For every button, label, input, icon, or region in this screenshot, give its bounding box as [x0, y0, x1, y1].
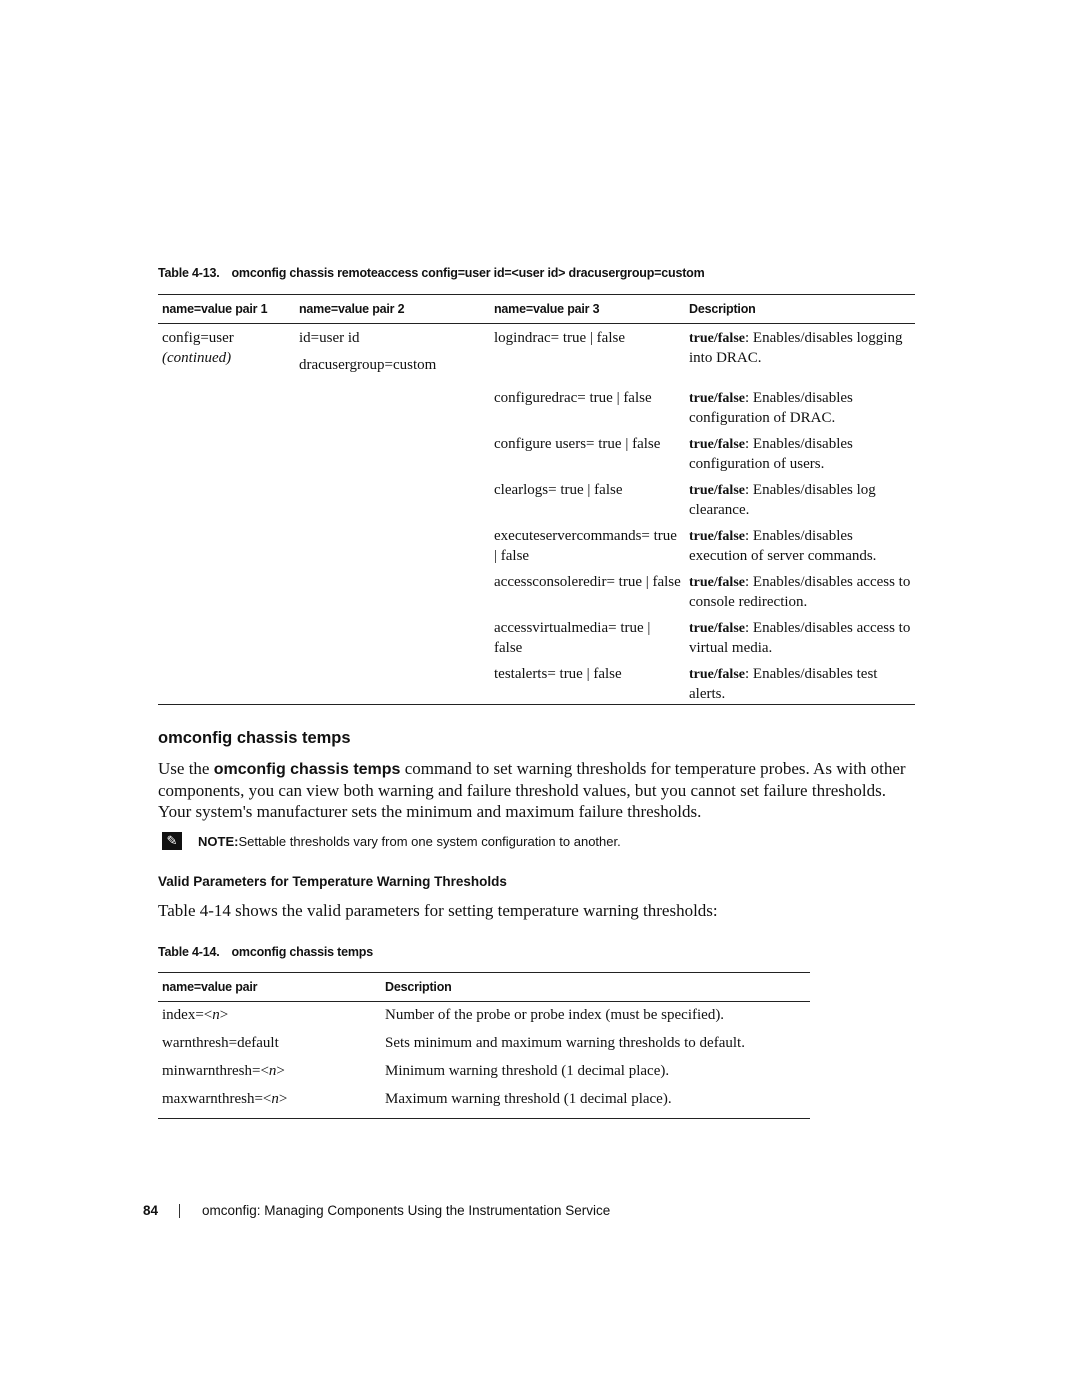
cell	[295, 527, 490, 573]
cell	[158, 527, 295, 573]
footer-text: omconfig: Managing Components Using the Instrumentation Service	[202, 1203, 611, 1218]
column-header: Description	[689, 302, 756, 316]
cell: true/false: Enables/disables access to console redirection.	[689, 574, 911, 610]
cell: logindrac= true | false	[494, 330, 625, 346]
section-heading: omconfig chassis temps	[158, 729, 351, 747]
cell: testalerts= true | false	[494, 666, 622, 682]
table-row	[158, 1090, 810, 1119]
table-13	[158, 294, 915, 705]
table-title: omconfig chassis remoteaccess config=user id=<user id> dracusergroup=custom	[231, 266, 705, 280]
cell	[295, 481, 490, 527]
cell: index=<n>	[162, 1007, 229, 1023]
cell	[158, 665, 295, 705]
cell: true/false: Enables/disables access to virtual media.	[689, 620, 911, 656]
cell	[158, 481, 295, 527]
cell	[295, 665, 490, 705]
cell: configure users= true | false	[494, 436, 661, 452]
table-row	[158, 573, 915, 619]
table-label: Table 4-13.	[158, 266, 220, 280]
divider	[179, 1204, 180, 1218]
cell: true/false: Enables/disables execution of server commands.	[689, 528, 877, 564]
pencil-note-icon: ✎	[162, 832, 182, 850]
table-row	[158, 435, 915, 481]
cell: Maximum warning threshold (1 decimal place).	[385, 1091, 672, 1107]
table-row	[158, 324, 915, 390]
cell	[295, 573, 490, 619]
cell: warnthresh=default	[162, 1035, 279, 1051]
cell: true/false: Enables/disables logging into DRAC.	[689, 330, 903, 366]
cell	[295, 619, 490, 665]
column-header: name=value pair	[162, 980, 258, 994]
cell: executeservercommands= true | false	[494, 528, 677, 564]
table-row	[158, 619, 915, 665]
command-name: omconfig chassis temps	[213, 761, 401, 778]
table-row	[158, 665, 915, 705]
cell: Number of the probe or probe index (must be specified).	[385, 1007, 725, 1023]
table-13-caption	[158, 266, 705, 280]
table-row	[158, 1062, 810, 1090]
cell	[295, 389, 490, 435]
cell: minwarnthresh=<n>	[162, 1063, 285, 1079]
table-14	[158, 972, 810, 1119]
page-number: 84	[143, 1203, 159, 1218]
table-row	[158, 1002, 810, 1035]
note-label: NOTE:	[198, 833, 239, 849]
cell: clearlogs= true | false	[494, 482, 623, 498]
cell	[295, 435, 490, 481]
cell: Sets minimum and maximum warning thresholds to default.	[385, 1035, 745, 1051]
table-row	[158, 1034, 810, 1062]
note	[162, 832, 621, 850]
cell	[158, 435, 295, 481]
cell	[158, 389, 295, 435]
cell: Minimum warning threshold (1 decimal place).	[385, 1063, 670, 1079]
subheading: Valid Parameters for Temperature Warning Thresholds	[158, 874, 507, 889]
cell: configuredrac= true | false	[494, 390, 652, 406]
cell: true/false: Enables/disables test alerts.	[689, 666, 878, 702]
cell: config=user (continued)	[162, 330, 234, 366]
column-header: name=value pair 1	[162, 302, 268, 316]
cell: accessvirtualmedia= true | false	[494, 620, 651, 656]
table-row	[158, 527, 915, 573]
cell: id=user id dracusergroup=custom	[299, 330, 437, 373]
cell: true/false: Enables/disables log clearance.	[689, 482, 876, 518]
cell	[158, 573, 295, 619]
column-header: Description	[385, 980, 452, 994]
cell: accessconsoleredir= true | false	[494, 574, 681, 590]
column-header: name=value pair 2	[299, 302, 405, 316]
paragraph: Use the omconfig chassis temps command to set warning thresholds for temperature probes. As with other components, you can view both warning and failure threshold values, but you cannot set failure thresholds. Your system's manufacturer sets the minimum and maximum failure thresholds.	[158, 759, 906, 821]
table-label: Table 4-14.	[158, 945, 220, 959]
column-header: name=value pair 3	[494, 302, 600, 316]
cell: maxwarnthresh=<n>	[162, 1091, 288, 1107]
table-row	[158, 481, 915, 527]
table-14-caption	[158, 945, 373, 959]
note-text: Settable thresholds vary from one system configuration to another.	[238, 833, 621, 849]
paragraph: Table 4-14 shows the valid parameters for setting temperature warning thresholds:	[158, 901, 718, 920]
cell	[158, 619, 295, 665]
table-row	[158, 389, 915, 435]
cell: true/false: Enables/disables configuration of users.	[689, 436, 853, 472]
page-footer	[143, 1203, 610, 1218]
cell: true/false: Enables/disables configuration of DRAC.	[689, 390, 853, 426]
table-title: omconfig chassis temps	[231, 945, 373, 959]
